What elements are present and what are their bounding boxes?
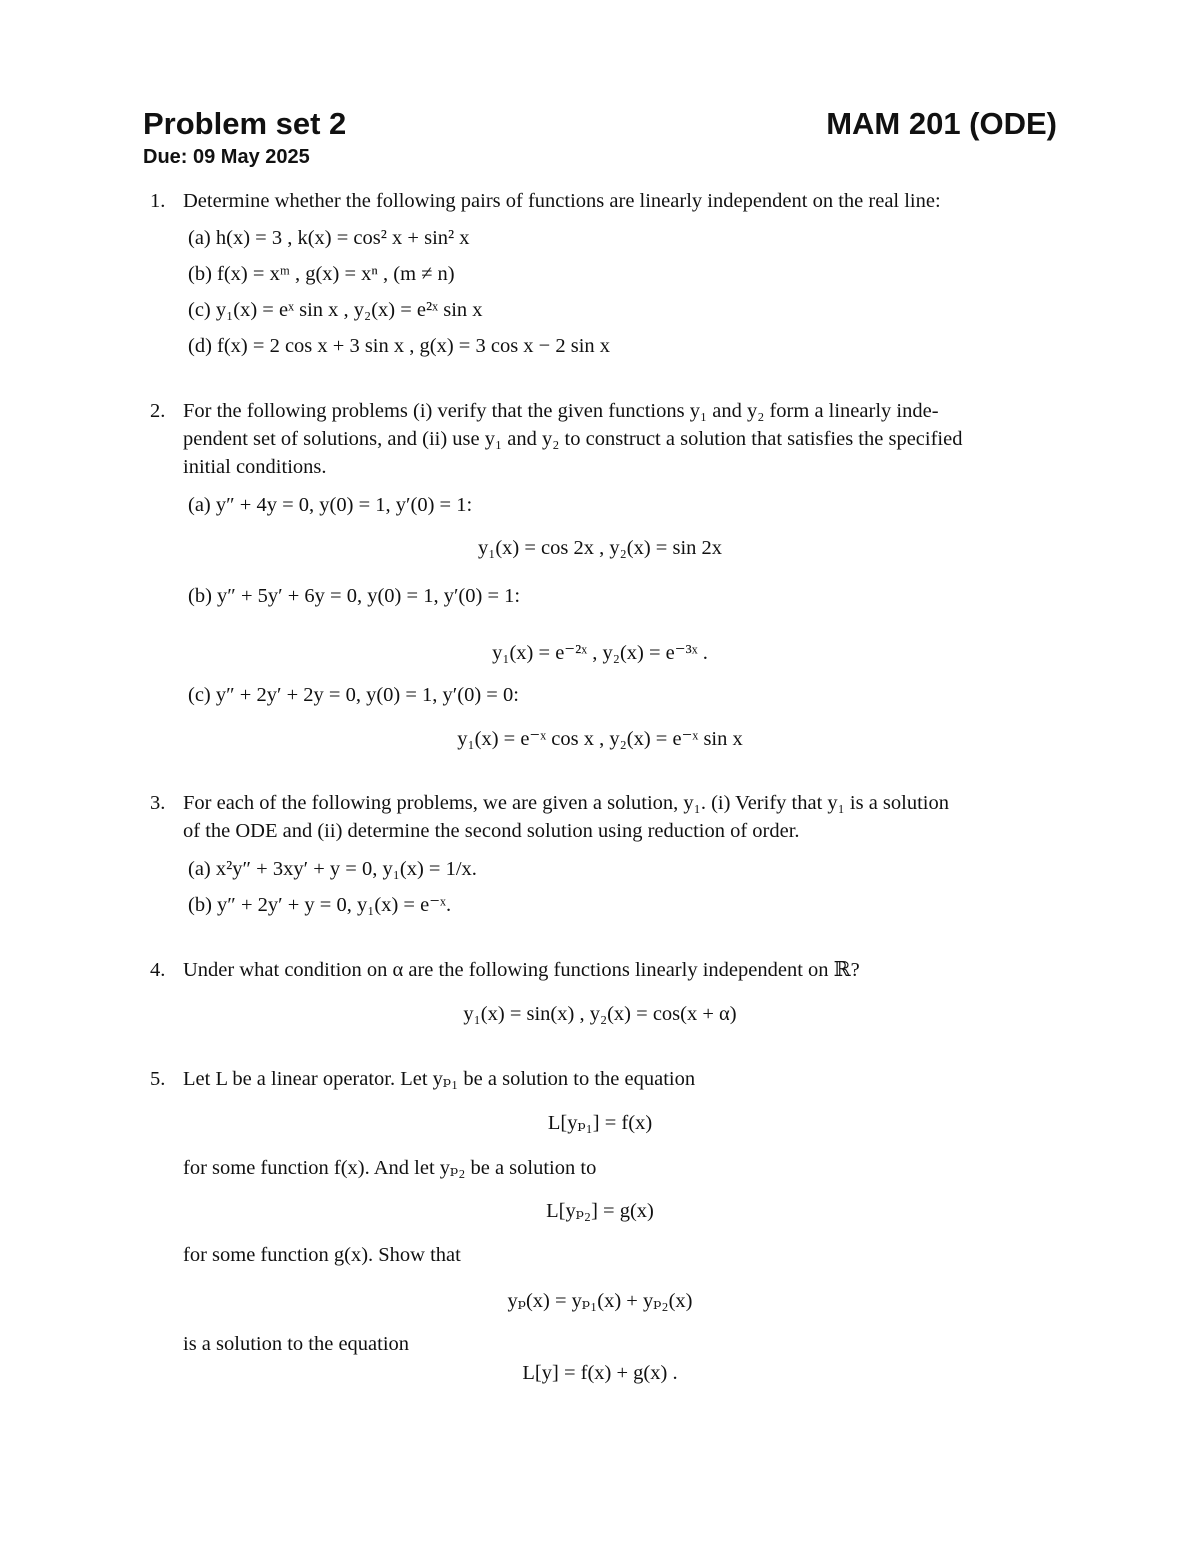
problem-3-line1: For each of the following problems, we are given a solution, y₁. (i) Verify that y₁ is a solution — [183, 792, 949, 814]
problem-1-text: Determine whether the following pairs of functions are linearly independent on the real line: — [183, 190, 941, 212]
problem-5-number: 5. — [150, 1068, 166, 1090]
due-date: Due: 09 May 2025 — [143, 146, 310, 168]
problem-4-text: Under what condition on α are the following functions linearly independent on ℝ? — [183, 959, 860, 981]
problem-1-number: 1. — [150, 190, 166, 212]
problem-5-text3: for some function g(x). Show that — [183, 1244, 461, 1266]
problem-5-text2: for some function f(x). And let yₚ₂ be a solution to — [183, 1157, 597, 1179]
problem-2b-solutions: y₁(x) = e⁻²ˣ , y₂(x) = e⁻³ˣ . — [492, 642, 708, 664]
problem-2c-solutions: y₁(x) = e⁻ˣ cos x , y₂(x) = e⁻ˣ sin x — [457, 728, 743, 750]
problem-2-line2: pendent set of solutions, and (ii) use y₁ and y₂ to construct a solution that satisfies the specified — [183, 428, 963, 450]
problem-4-equation: y₁(x) = sin(x) , y₂(x) = cos(x + α) — [463, 1003, 737, 1025]
problem-2-line3: initial conditions. — [183, 456, 327, 478]
problem-2-number: 2. — [150, 400, 166, 422]
problem-2-line1: For the following problems (i) verify that the given functions y₁ and y₂ form a linearly inde- — [183, 400, 939, 422]
problem-5-equation4: L[y] = f(x) + g(x) . — [522, 1362, 678, 1384]
problem-3a: (a) x²y″ + 3xy′ + y = 0, y₁(x) = 1/x. — [188, 858, 477, 880]
course-title: MAM 201 (ODE) — [826, 106, 1057, 141]
problem-2b: (b) y″ + 5y′ + 6y = 0, y(0) = 1, y′(0) = 1: — [188, 585, 521, 607]
problem-3-line2: of the ODE and (ii) determine the second solution using reduction of order. — [183, 820, 800, 842]
problem-set-title: Problem set 2 — [143, 106, 347, 141]
problem-2a-solutions: y₁(x) = cos 2x , y₂(x) = sin 2x — [477, 537, 723, 559]
problem-5-equation3: yₚ(x) = yₚ₁(x) + yₚ₂(x) — [507, 1290, 693, 1312]
problem-1c: (c) y₁(x) = eˣ sin x , y₂(x) = e²ˣ sin x — [188, 299, 483, 321]
problem-4-number: 4. — [150, 959, 166, 981]
problem-3b: (b) y″ + 2y′ + y = 0, y₁(x) = e⁻ˣ. — [188, 894, 452, 916]
problem-2a: (a) y″ + 4y = 0, y(0) = 1, y′(0) = 1: — [188, 494, 473, 516]
problem-5-text4: is a solution to the equation — [183, 1333, 410, 1355]
problem-5-text1: Let L be a linear operator. Let yₚ₁ be a solution to the equation — [183, 1068, 696, 1090]
problem-2c: (c) y″ + 2y′ + 2y = 0, y(0) = 1, y′(0) = 0: — [188, 684, 519, 706]
problem-1b: (b) f(x) = xᵐ , g(x) = xⁿ , (m ≠ n) — [188, 263, 455, 285]
problem-1a: (a) h(x) = 3 , k(x) = cos² x + sin² x — [188, 227, 470, 249]
problem-1d: (d) f(x) = 2 cos x + 3 sin x , g(x) = 3 cos x − 2 sin x — [188, 335, 611, 357]
problem-5-equation2: L[yₚ₂] = g(x) — [546, 1200, 654, 1222]
problem-3-number: 3. — [150, 792, 166, 814]
problem-5-equation1: L[yₚ₁] = f(x) — [547, 1112, 653, 1134]
